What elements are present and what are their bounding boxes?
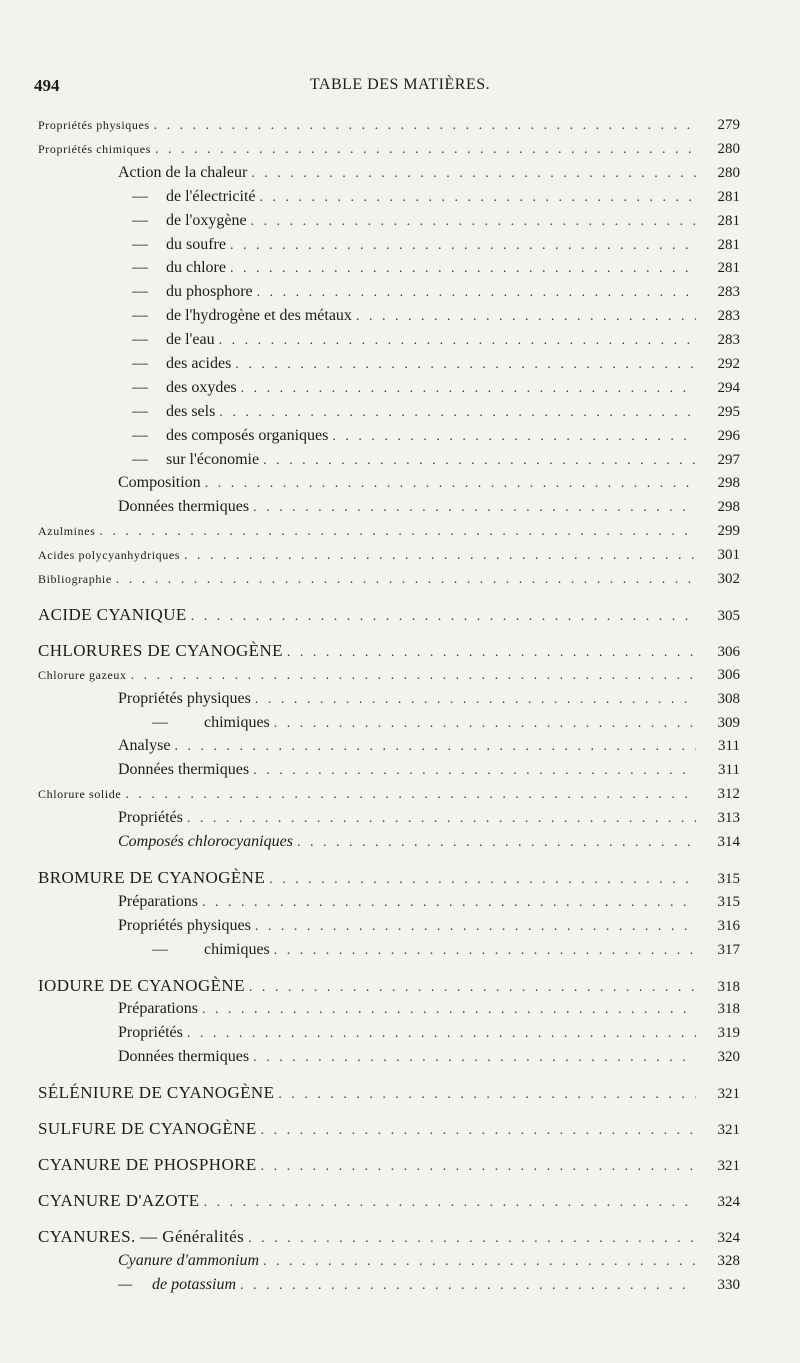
toc-entry-page: 299 [717, 523, 740, 539]
toc-entry-page: 315 [717, 871, 740, 887]
toc-entry-page: 321 [717, 1086, 740, 1102]
toc-entry-text: Cyanure d'ammonium [118, 1252, 260, 1269]
toc-entry-label [38, 1190, 200, 1212]
toc-entry-text: de l'eau [166, 331, 215, 348]
toc-entry [0, 305, 800, 327]
toc-entry-page: 305 [717, 608, 740, 624]
dot-leader [154, 115, 696, 137]
toc-entry-text: Bibliographie [38, 572, 112, 586]
toc-entry [0, 496, 800, 518]
toc-row [118, 759, 740, 782]
toc-entry-label [118, 807, 183, 829]
toc-row [132, 329, 740, 352]
toc-entry-text: du chlore [166, 259, 226, 276]
toc-entry-text: CYANURE DE PHOSPHORE [38, 1155, 257, 1174]
dot-leader [263, 450, 696, 472]
toc-entry-page: 301 [717, 547, 740, 563]
toc-entry-text: Propriétés physiques [118, 690, 251, 707]
toc-entry-page: 295 [717, 404, 740, 420]
page-title: TABLE DES MATIÈRES. [309, 76, 491, 93]
toc-row [38, 1082, 740, 1106]
toc-entry [0, 472, 800, 494]
toc-row [118, 1046, 740, 1069]
toc-entry-text: Préparations [118, 893, 198, 910]
toc-entry [0, 1118, 800, 1140]
dot-leader [263, 1251, 696, 1273]
toc-entry-page: 316 [717, 918, 740, 934]
toc-row [132, 425, 740, 448]
toc-entry-page: 324 [717, 1194, 740, 1210]
toc-entry-label [118, 1250, 259, 1272]
dot-leader [257, 282, 696, 304]
toc-entry-page: 297 [717, 452, 740, 468]
toc-entry-label [118, 915, 251, 937]
toc-entry-label [132, 305, 352, 327]
toc-entry-text: CYANURES. — Généralités [38, 1227, 245, 1246]
toc-entry [0, 831, 800, 853]
dot-leader [332, 426, 696, 448]
toc-entry [0, 1250, 800, 1272]
toc-entry-text: Azulmines [38, 524, 96, 538]
toc-entry-text: CYANURE D'AZOTE [38, 1191, 200, 1210]
dot-leader [230, 258, 696, 280]
toc-row [118, 496, 740, 519]
toc-entry-page: 306 [717, 644, 740, 660]
ditto-dash: — [132, 283, 148, 300]
toc-entry [0, 353, 800, 375]
toc-entry-text: Acides polycyanhydriques [38, 548, 181, 562]
toc-entry-page: 321 [717, 1158, 740, 1174]
toc-row [132, 353, 740, 376]
page-header [0, 76, 800, 98]
dot-leader [255, 916, 696, 938]
toc-entry [0, 1022, 800, 1044]
dot-leader [253, 1047, 696, 1069]
toc-row [118, 998, 740, 1021]
toc-entry-text: du phosphore [166, 283, 253, 300]
toc-row [118, 735, 740, 758]
dot-leader [184, 545, 696, 567]
dot-leader [278, 1084, 696, 1106]
toc-entry-label [118, 496, 249, 518]
toc-entry-text: Propriétés [118, 809, 183, 826]
toc-entry-page: 313 [717, 810, 740, 826]
toc-entry-text: chimiques [204, 941, 270, 958]
toc-entry-page: 302 [717, 571, 740, 587]
toc-entry-page: 279 [717, 117, 740, 133]
toc-entry [0, 664, 800, 686]
dot-leader [261, 1120, 696, 1142]
dot-leader [155, 139, 696, 161]
toc-entry-label [132, 449, 259, 471]
toc-entry-text: sur l'économie [166, 451, 260, 468]
toc-row [38, 1154, 740, 1178]
toc-entry-label [132, 353, 231, 375]
toc-entry-text: Propriétés chimiques [38, 142, 151, 156]
toc-entry-text: Action de la chaleur [118, 164, 248, 181]
toc-entry-page: 292 [717, 356, 740, 372]
toc-row [38, 520, 740, 543]
ditto-dash: — [132, 427, 148, 444]
toc-entry-label [132, 186, 256, 208]
toc-entry-text: ACIDE CYANIQUE [38, 605, 187, 624]
dot-leader [240, 1275, 696, 1297]
ditto-dash: — [152, 941, 168, 958]
dot-leader [235, 354, 696, 376]
dot-leader [249, 977, 696, 999]
toc-entry [0, 759, 800, 781]
toc-entry-label [38, 604, 187, 626]
toc-entry [0, 1190, 800, 1212]
toc-entry-page: 308 [717, 691, 740, 707]
toc-entry-page: 319 [717, 1025, 740, 1041]
toc-row [38, 975, 740, 999]
toc-entry-label [38, 1154, 257, 1176]
toc-entry-label [38, 138, 151, 160]
ditto-dash: — [152, 714, 168, 731]
toc-entry [0, 401, 800, 423]
toc-entry-text: Composés chlorocyaniques [118, 833, 293, 850]
dot-leader [251, 211, 696, 233]
toc-row [118, 162, 740, 185]
toc-entry-label [132, 425, 328, 447]
toc-entry-page: 324 [717, 1230, 740, 1246]
toc-entry [0, 1226, 800, 1248]
toc-entry-label [118, 1274, 236, 1296]
toc-entry [0, 281, 800, 303]
toc-entry [0, 1154, 800, 1176]
toc-entry-page: 298 [717, 499, 740, 515]
ditto-dash: — [132, 307, 148, 324]
toc-entry-page: 281 [717, 213, 740, 229]
toc-entry-page: 309 [717, 715, 740, 731]
toc-entry-text: BROMURE DE CYANOGÈNE [38, 868, 266, 887]
ditto-dash: — [132, 259, 148, 276]
toc-entry-label [118, 735, 170, 757]
toc-entry-text: Analyse [118, 737, 171, 754]
toc-entry [0, 640, 800, 662]
toc-entry-label [38, 520, 95, 542]
toc-row [38, 544, 740, 567]
toc-entry [0, 114, 800, 136]
toc-entry [0, 604, 800, 626]
toc-entry [0, 807, 800, 829]
toc-entry-page: 318 [717, 1001, 740, 1017]
toc-entry-page: 280 [717, 165, 740, 181]
dot-leader [125, 784, 696, 806]
toc-row [38, 783, 740, 806]
toc-entry [0, 568, 800, 590]
toc-entry-label [118, 1022, 183, 1044]
toc-entry [0, 1082, 800, 1104]
toc-entry-label [38, 867, 265, 889]
toc-entry [0, 425, 800, 447]
toc-entry [0, 712, 800, 734]
dot-leader [255, 689, 696, 711]
toc-entry-page: 314 [717, 834, 740, 850]
toc-entry-page: 298 [717, 475, 740, 491]
toc-entry-text: de l'électricité [166, 188, 256, 205]
dot-leader [253, 497, 696, 519]
toc-entry-text: du soufre [166, 236, 226, 253]
toc-entry-text: de potassium [152, 1276, 236, 1293]
toc-entry-text: Chlorure gazeux [38, 668, 127, 682]
toc-entry-label [38, 1226, 244, 1248]
toc-row [132, 281, 740, 304]
toc-row [38, 640, 740, 664]
toc-row [118, 688, 740, 711]
ditto-dash: — [132, 188, 148, 205]
toc-row [118, 939, 740, 962]
toc-entry-label [38, 783, 121, 805]
toc-row [132, 186, 740, 209]
toc-row [118, 915, 740, 938]
toc-entry [0, 210, 800, 232]
toc-row [132, 305, 740, 328]
toc-entry-label [118, 759, 249, 781]
toc-row [132, 449, 740, 472]
page-number: 494 [34, 76, 60, 95]
toc-entry-label [118, 162, 247, 184]
toc-row [118, 807, 740, 830]
dot-leader [274, 940, 696, 962]
toc-entry-label [118, 891, 198, 913]
toc-entry-label [132, 329, 215, 351]
toc-entry-page: 311 [718, 738, 740, 754]
toc-row [38, 604, 740, 628]
dot-leader [174, 736, 696, 758]
toc-row [132, 377, 740, 400]
toc-entry [0, 915, 800, 937]
dot-leader [253, 760, 696, 782]
toc-entry [0, 162, 800, 184]
dot-leader [251, 163, 696, 185]
toc-entry-text: Données thermiques [118, 761, 250, 778]
toc-row [38, 867, 740, 891]
toc-entry-text: SULFURE DE CYANOGÈNE [38, 1119, 257, 1138]
toc-row [38, 568, 740, 591]
toc-row [118, 891, 740, 914]
toc-entry-label [118, 688, 251, 710]
dot-leader [230, 235, 696, 257]
toc-row [118, 472, 740, 495]
dot-leader [274, 713, 696, 735]
ditto-dash: — [118, 1276, 133, 1293]
toc-entry-text: SÉLÉNIURE DE CYANOGÈNE [38, 1083, 275, 1102]
toc-entry-text: Propriétés [118, 1024, 183, 1041]
dot-leader [260, 187, 697, 209]
ditto-dash: — [132, 355, 148, 372]
dot-leader [219, 330, 696, 352]
toc-entry-text: de l'hydrogène et des métaux [166, 307, 352, 324]
dot-leader [205, 473, 696, 495]
toc-entry-text: chimiques [204, 714, 270, 731]
toc-entry-label [38, 975, 245, 997]
toc-entry [0, 975, 800, 997]
toc-entry [0, 329, 800, 351]
toc-entry-label [118, 831, 293, 853]
toc-entry-text: des sels [166, 403, 216, 420]
ditto-dash: — [132, 331, 148, 348]
toc-entry [0, 891, 800, 913]
toc-entry [0, 1274, 800, 1296]
toc-row [132, 257, 740, 280]
dot-leader [356, 306, 696, 328]
ditto-dash: — [132, 451, 148, 468]
toc-entry [0, 186, 800, 208]
toc-entry [0, 544, 800, 566]
toc-entry-page: 315 [717, 894, 740, 910]
toc-row [118, 1250, 740, 1273]
toc-entry [0, 449, 800, 471]
toc-entry-text: de l'oxygène [166, 212, 247, 229]
dot-leader [241, 378, 696, 400]
toc-entry-page: 320 [717, 1049, 740, 1065]
dot-leader [261, 1156, 696, 1178]
toc-entry-label [38, 114, 150, 136]
dot-leader [202, 892, 696, 914]
toc-row [118, 1022, 740, 1045]
toc-entry-page: 281 [717, 260, 740, 276]
toc-row [132, 401, 740, 424]
toc-entry [0, 520, 800, 542]
toc-entry [0, 234, 800, 256]
toc-entry-page: 311 [718, 762, 740, 778]
toc-row [118, 1274, 740, 1297]
toc-entry-label [132, 377, 237, 399]
toc-entry-text: Préparations [118, 1000, 198, 1017]
toc-entry-label [132, 257, 226, 279]
dot-leader [297, 832, 696, 854]
dot-leader [116, 569, 696, 591]
toc-entry-label [38, 544, 180, 566]
toc-entry-text: IODURE DE CYANOGÈNE [38, 976, 245, 995]
toc-entry-text: Propriétés physiques [38, 118, 150, 132]
toc-entry-page: 306 [717, 667, 740, 683]
dot-leader [202, 999, 696, 1021]
ditto-dash: — [132, 212, 148, 229]
toc-entry-label [118, 472, 201, 494]
toc-entry-label [38, 568, 112, 590]
toc-entry [0, 1046, 800, 1068]
toc-entry-text: CHLORURES DE CYANOGÈNE [38, 641, 283, 660]
ditto-dash: — [132, 379, 148, 396]
toc-entry [0, 688, 800, 710]
toc-row [38, 114, 740, 137]
toc-entry-text: Données thermiques [118, 498, 250, 515]
toc-entry [0, 377, 800, 399]
toc-entry-label [118, 1046, 249, 1068]
toc-entry-page: 328 [717, 1253, 740, 1269]
dot-leader [287, 642, 696, 664]
toc-entry-page: 294 [717, 380, 740, 396]
toc-entry-page: 283 [717, 332, 740, 348]
toc-row [38, 1190, 740, 1214]
toc-entry-label [118, 939, 270, 961]
ditto-dash: — [132, 236, 148, 253]
toc-entry-label [132, 281, 253, 303]
toc-row [38, 664, 740, 687]
toc-entry-page: 283 [717, 308, 740, 324]
toc-entry-label [118, 712, 270, 734]
toc-entry [0, 998, 800, 1020]
toc-entry-page: 312 [717, 786, 740, 802]
dot-leader [191, 606, 696, 628]
dot-leader [99, 521, 696, 543]
toc-entry-label [38, 1082, 274, 1104]
toc-entry-page: 317 [717, 942, 740, 958]
toc-entry [0, 867, 800, 889]
toc-entry-label [38, 1118, 257, 1140]
toc-entry [0, 138, 800, 160]
toc-row [132, 210, 740, 233]
toc-entry [0, 257, 800, 279]
toc-row [38, 1118, 740, 1142]
toc-row [38, 138, 740, 161]
toc-entry-label [132, 210, 247, 232]
toc-entry-text: des oxydes [166, 379, 237, 396]
dot-leader [131, 665, 696, 687]
toc-entry [0, 783, 800, 805]
toc-entry [0, 939, 800, 961]
toc-entry-label [38, 640, 283, 662]
dot-leader [269, 869, 696, 891]
toc-entry-page: 281 [717, 237, 740, 253]
toc-row [118, 831, 740, 854]
dot-leader [187, 808, 696, 830]
toc-entry-page: 280 [717, 141, 740, 157]
toc-entry-text: des composés organiques [166, 427, 329, 444]
toc-entry-text: Composition [118, 474, 201, 491]
toc-entry [0, 735, 800, 757]
toc-row [38, 1226, 740, 1250]
toc-row [118, 712, 740, 735]
dot-leader [248, 1228, 696, 1250]
toc-entry-text: Propriétés physiques [118, 917, 251, 934]
ditto-dash: — [132, 403, 148, 420]
toc-entry-page: 330 [717, 1277, 740, 1293]
toc-entry-page: 283 [717, 284, 740, 300]
toc-entry-page: 321 [717, 1122, 740, 1138]
dot-leader [204, 1192, 696, 1214]
dot-leader [187, 1023, 696, 1045]
toc-entry-text: Chlorure solide [38, 787, 122, 801]
toc-entry-page: 281 [717, 189, 740, 205]
toc-entry-text: Données thermiques [118, 1048, 250, 1065]
toc-entry-label [38, 664, 127, 686]
toc-entry-text: des acides [166, 355, 232, 372]
toc-entry-label [132, 234, 226, 256]
toc-entry-page: 296 [717, 428, 740, 444]
dot-leader [219, 402, 696, 424]
toc-entry-label [132, 401, 215, 423]
toc-row [132, 234, 740, 257]
toc-entry-page: 318 [717, 979, 740, 995]
toc-entry-label [118, 998, 198, 1020]
